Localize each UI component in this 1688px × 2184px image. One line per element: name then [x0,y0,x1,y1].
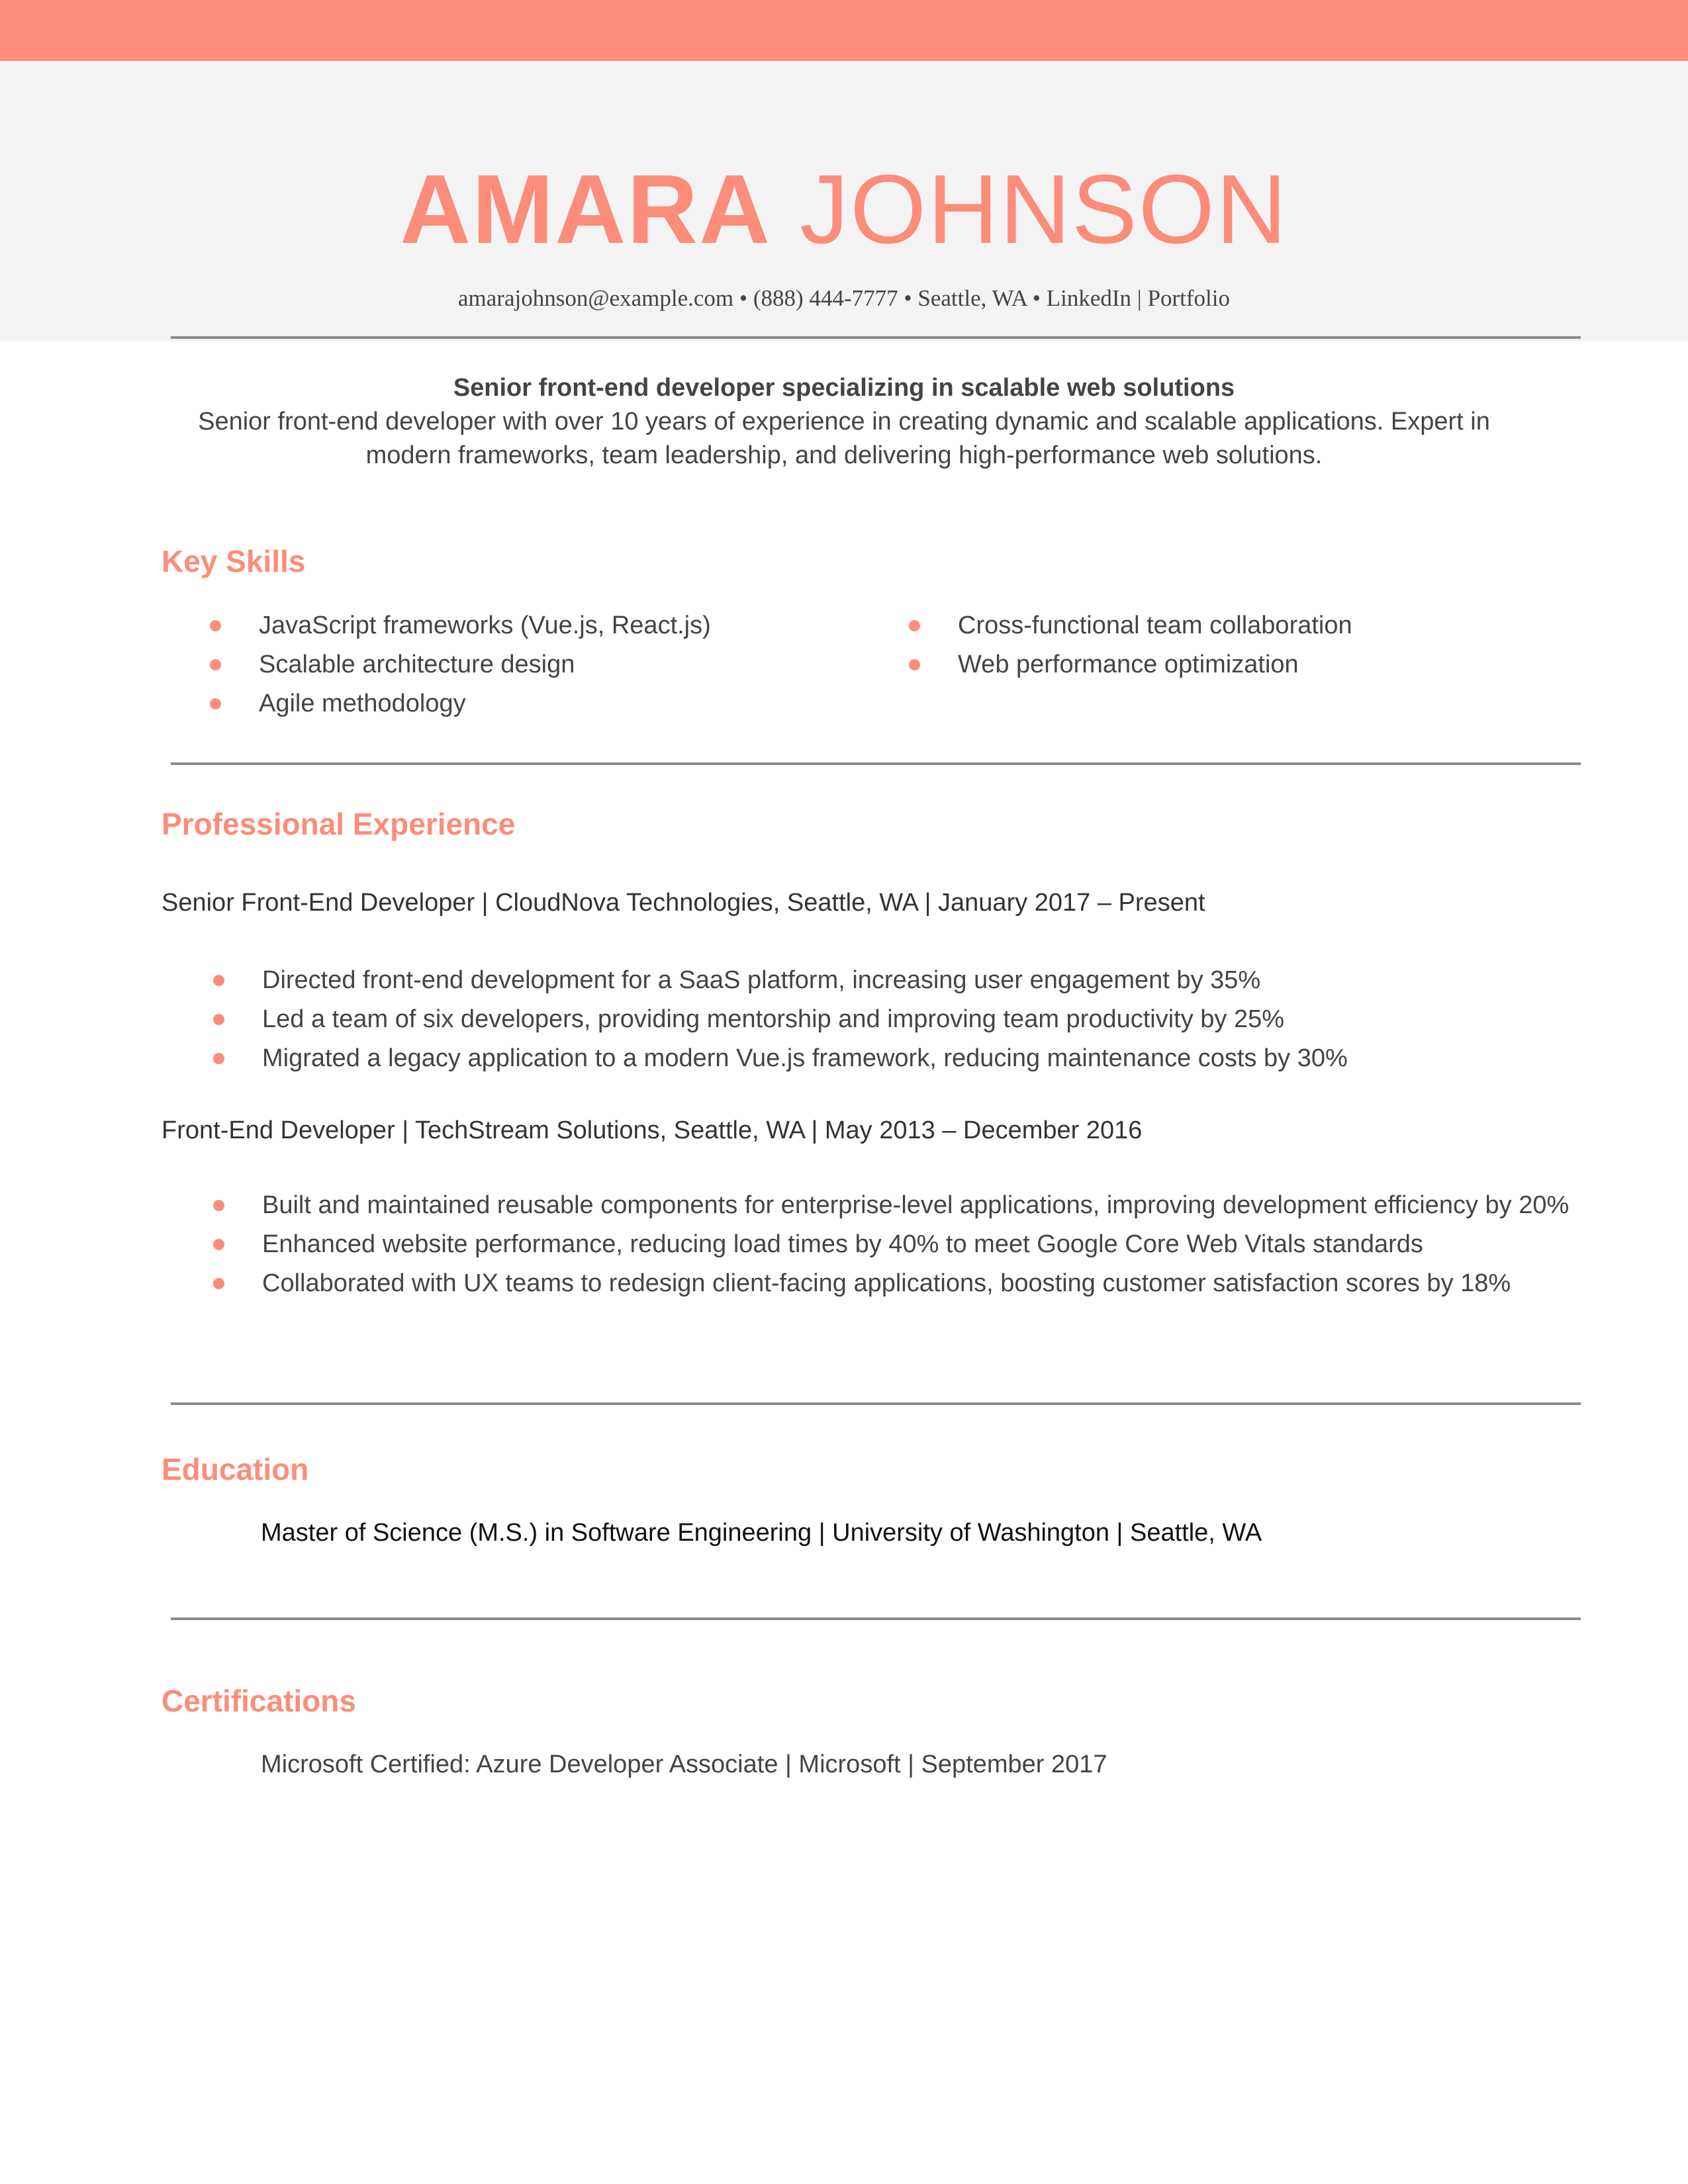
list-item: Cross-functional team collaboration [909,606,1558,645]
bullet-dot [213,1014,224,1025]
list-item: Migrated a legacy application to a modern Vue.js framework, reducing maintenance costs by 30% [213,1039,1583,1078]
list-item: Built and maintained reusable components for enterprise-level applications, improving development efficiency by 20% [213,1186,1583,1225]
first-name: AMARA [400,155,772,264]
bullet-dot [213,975,224,986]
bullet-dot [210,620,221,631]
bullet-dot [213,1278,224,1289]
education-title: Education [162,1452,309,1486]
divider-experience [171,1402,1581,1405]
list-item: Collaborated with UX teams to redesign client-facing applications, boosting customer satisfaction scores by 18% [213,1264,1583,1303]
list-item: Agile methodology [210,684,859,723]
education-entry: Master of Science (M.S.) in Software Engineering | University of Washington | Seattle, WA [261,1519,1262,1547]
list-item: Web performance optimization [909,645,1558,684]
contact-line: amarajohnson@example.com • (888) 444-7777 • Seattle, WA • LinkedIn | Portfolio [458,285,1230,311]
job-heading: Senior Front-End Developer | CloudNova Technologies, Seattle, WA | January 2017 – Present [162,889,1205,917]
divider-education [171,1617,1581,1620]
skills-list-right [909,606,1558,684]
experience-title: Professional Experience [162,807,516,841]
bullet-dot [909,620,920,631]
skills-list-left [210,606,859,723]
bullet-dot [909,659,920,670]
summary-headline: Senior front-end developer specializing in scalable web solutions [453,374,1235,402]
divider-skills [171,762,1581,765]
certification-entry: Microsoft Certified: Azure Developer Associate | Microsoft | September 2017 [261,1751,1107,1778]
divider-header [171,336,1581,339]
list-item: Led a team of six developers, providing mentorship and improving team productivity by 25% [213,1000,1583,1039]
candidate-name [0,154,1688,266]
summary-text: Senior front-end developer with over 10 years of experience in creating dynamic and scalable applications. Expert in modern frameworks, team leadership, and delivering high-performance web solutions. [198,408,1490,469]
bullet-dot [213,1239,224,1250]
bullet-dot [210,698,221,709]
job-bullets [213,961,1583,1078]
bullet-dot [213,1053,224,1064]
list-item: Enhanced website performance, reducing load times by 40% to meet Google Core Web Vitals standards [213,1225,1583,1264]
job-bullets [213,1186,1583,1303]
list-item: JavaScript frameworks (Vue.js, React.js) [210,606,859,645]
certifications-title: Certifications [162,1684,356,1718]
job-heading: Front-End Developer | TechStream Solutions, Seattle, WA | May 2013 – December 2016 [162,1116,1143,1144]
last-name: JOHNSON [800,155,1288,264]
bullet-dot [213,1200,224,1211]
list-item: Directed front-end development for a SaaS platform, increasing user engagement by 35% [213,961,1583,1000]
list-item: Scalable architecture design [210,645,859,684]
top-accent-bar [0,0,1688,61]
bullet-dot [210,659,221,670]
skills-title: Key Skills [162,544,306,578]
